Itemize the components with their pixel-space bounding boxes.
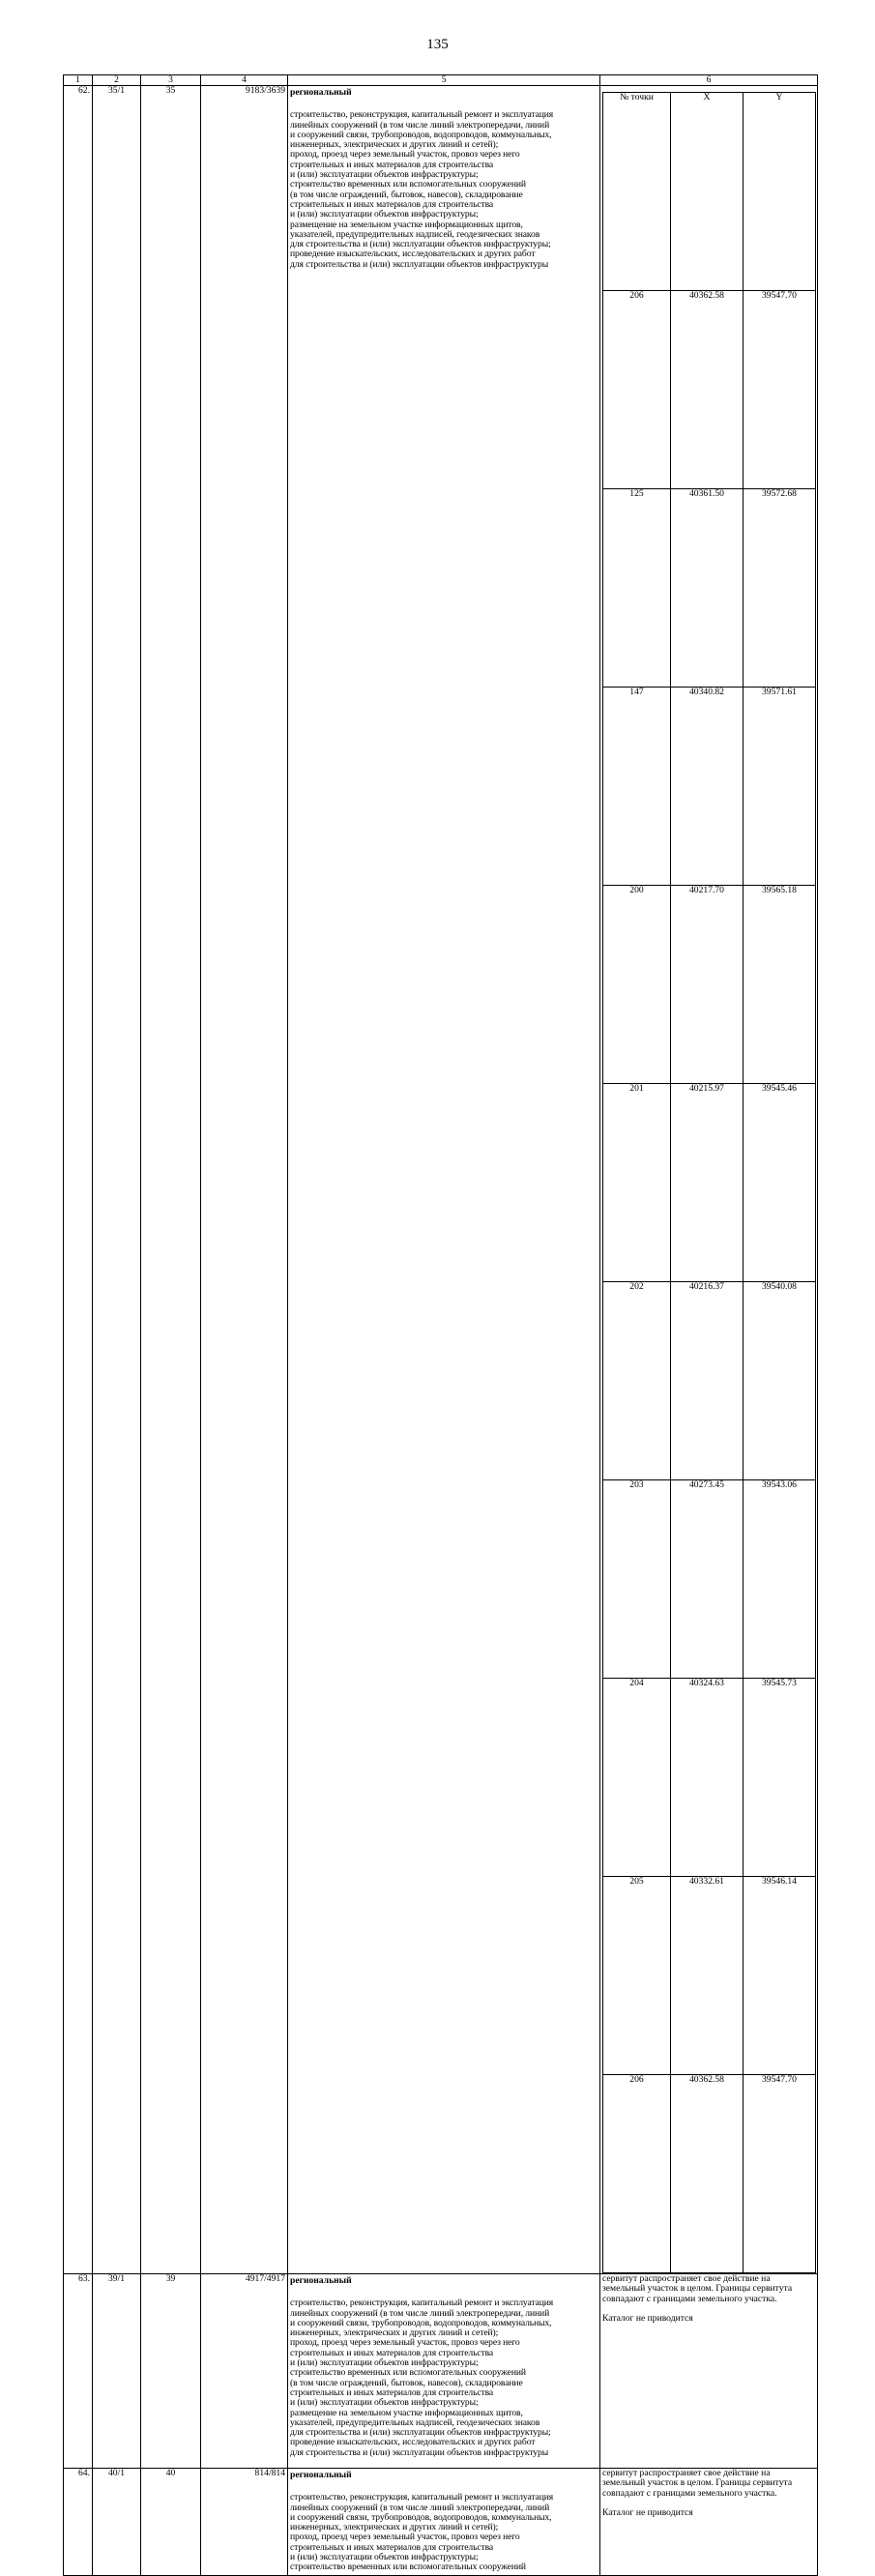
coords-row — [603, 1877, 816, 2075]
info-line: сервитут распространяет свое действие на — [602, 2468, 771, 2478]
desc-line: линейных сооружений (в том числе линий электропередачи, линий — [290, 2307, 550, 2319]
point-x: 40324.63 — [671, 1679, 744, 1877]
point-y: 39543.06 — [744, 1480, 816, 1679]
desc-line: проход, проезд через земельный участок, провоз через него — [290, 2532, 520, 2543]
desc-line: и сооружений связи, трубопроводов, водопроводов, коммунальных, — [290, 2317, 552, 2328]
purpose-text — [290, 2493, 598, 2572]
point-id: 205 — [603, 1877, 671, 2075]
point-x: 40361.50 — [671, 489, 744, 688]
desc-line: для строительства и (или) эксплуатации объектов инфраструктуры — [290, 258, 549, 270]
point-id: 125 — [603, 489, 671, 688]
desc-line: проведение изыскательских, исследовательских и других работ — [290, 2437, 536, 2448]
cell-col2: 40/1 — [93, 2469, 141, 2576]
point-y: 39547.70 — [744, 2075, 816, 2273]
point-y: 39546.14 — [744, 1877, 816, 2075]
desc-line: для строительства и (или) эксплуатации объектов инфраструктуры; — [290, 2427, 551, 2439]
point-y: 39540.08 — [744, 1282, 816, 1480]
info-line: земельный участок в целом. Границы сервитута — [602, 2477, 793, 2489]
coords-header: X — [671, 93, 744, 291]
point-id: 202 — [603, 1282, 671, 1480]
point-y: 39572.68 — [744, 489, 816, 688]
desc-line: строительных и иных материалов для строительства — [290, 2347, 494, 2358]
cell-servitude-info — [600, 2469, 818, 2576]
desc-line: (в том числе ограждений, бытовок, навесов), складирование — [290, 2377, 523, 2388]
header-cell: 3 — [141, 75, 201, 86]
catalog-note: Каталог не приводится — [602, 2312, 693, 2324]
header-cell: 5 — [288, 75, 600, 86]
desc-line: и (или) эксплуатации объектов инфраструктуры; — [290, 209, 479, 220]
desc-line: и сооружений связи, трубопроводов, водопроводов, коммунальных, — [290, 129, 552, 140]
point-id: 147 — [603, 688, 671, 886]
cell-area: 9183/3639 — [201, 86, 288, 2274]
cell-col3: 39 — [141, 2274, 201, 2469]
cell-purpose — [288, 2274, 600, 2469]
coordinates-table — [602, 92, 816, 2273]
desc-line: строительство временных или вспомогательных сооружений — [290, 2367, 526, 2379]
servitude-kind: региональный — [290, 87, 352, 98]
coords-header: № точки — [603, 93, 671, 291]
row-number: 63. — [64, 2274, 93, 2469]
servitude-kind: региональный — [290, 2470, 352, 2480]
table-header-row — [64, 75, 818, 86]
desc-line: и (или) эксплуатации объектов инфраструктуры; — [290, 2357, 479, 2369]
point-y: 39547.70 — [744, 291, 816, 489]
point-x: 40362.58 — [671, 291, 744, 489]
desc-line: строительных и иных материалов для строительства — [290, 198, 494, 210]
coords-row — [603, 2075, 816, 2273]
header-cell: 4 — [201, 75, 288, 86]
desc-line: строительных и иных материалов для строительства — [290, 2386, 494, 2398]
desc-line: строительство, реконструкция, капитальный ремонт и эксплуатация — [290, 109, 554, 121]
info-line: совпадают с границами земельного участка. — [602, 2293, 777, 2304]
point-x: 40273.45 — [671, 1480, 744, 1679]
coords-row — [603, 1679, 816, 1877]
desc-line: строительных и иных материалов для строительства — [290, 2541, 494, 2553]
desc-line: строительство, реконструкция, капитальный ремонт и эксплуатация — [290, 2298, 554, 2309]
cell-col2: 39/1 — [93, 2274, 141, 2469]
info-line: земельный участок в целом. Границы сервитута — [602, 2283, 793, 2295]
desc-line: и (или) эксплуатации объектов инфраструктуры; — [290, 2397, 479, 2409]
desc-line: инженерных, электрических и других линий и сетей); — [290, 2522, 499, 2533]
point-id: 203 — [603, 1480, 671, 1679]
cell-col2: 35/1 — [93, 86, 141, 2274]
cell-col3: 35 — [141, 86, 201, 2274]
header-cell: 6 — [600, 75, 818, 86]
coords-row — [603, 489, 816, 688]
point-id: 204 — [603, 1679, 671, 1877]
point-x: 40340.82 — [671, 688, 744, 886]
table-row — [64, 2469, 818, 2576]
page-number: 135 — [426, 37, 449, 52]
cell-servitude-info — [600, 2274, 818, 2469]
point-id: 206 — [603, 2075, 671, 2273]
desc-line: размещение на земельном участке информационных щитов, — [290, 219, 523, 230]
point-x: 40332.61 — [671, 1877, 744, 2075]
servitude-kind: региональный — [290, 2275, 352, 2286]
coords-row — [603, 1084, 816, 1282]
point-x: 40216.37 — [671, 1282, 744, 1480]
cell-area: 814/814 — [201, 2469, 288, 2576]
desc-line: указателей, предупредительных надписей, геодезических знаков — [290, 228, 540, 240]
row-number: 64. — [64, 2469, 93, 2576]
purpose-text — [290, 110, 598, 270]
catalog-note: Каталог не приводится — [602, 2506, 693, 2518]
table-row — [64, 2274, 818, 2469]
desc-line: строительство, реконструкция, капитальный ремонт и эксплуатация — [290, 2492, 554, 2503]
table-row — [64, 86, 818, 2274]
coords-row — [603, 1282, 816, 1480]
point-y: 39545.73 — [744, 1679, 816, 1877]
desc-line: линейных сооружений (в том числе линий электропередачи, линий — [290, 2502, 550, 2513]
cell-col3: 40 — [141, 2469, 201, 2576]
point-x: 40362.58 — [671, 2075, 744, 2273]
cell-coordinates — [600, 86, 818, 2274]
coords-header: Y — [744, 93, 816, 291]
coords-header-row — [603, 93, 816, 291]
point-y: 39565.18 — [744, 886, 816, 1084]
header-cell: 2 — [93, 75, 141, 86]
point-y: 39545.46 — [744, 1084, 816, 1282]
desc-line: проход, проезд через земельный участок, провоз через него — [290, 149, 520, 161]
desc-line: указателей, предупредительных надписей, геодезических знаков — [290, 2416, 540, 2428]
desc-line: инженерных, электрических и других линий и сетей); — [290, 2327, 499, 2339]
desc-line: и (или) эксплуатации объектов инфраструктуры; — [290, 169, 479, 181]
desc-line: строительных и иных материалов для строительства — [290, 159, 494, 170]
info-line: совпадают с границами земельного участка. — [602, 2487, 777, 2499]
point-x: 40217.70 — [671, 886, 744, 1084]
desc-line: строительство временных или вспомогательных сооружений — [290, 179, 526, 190]
desc-line: и (или) эксплуатации объектов инфраструктуры; — [290, 2552, 479, 2563]
point-id: 200 — [603, 886, 671, 1084]
coords-row — [603, 886, 816, 1084]
header-cell: 1 — [64, 75, 93, 86]
desc-line: (в том числе ограждений, бытовок, навесов), складирование — [290, 189, 523, 200]
point-id: 206 — [603, 291, 671, 489]
cell-purpose — [288, 86, 600, 2274]
cell-area: 4917/4917 — [201, 2274, 288, 2469]
desc-line: размещение на земельном участке информационных щитов, — [290, 2407, 523, 2418]
coords-row — [603, 688, 816, 886]
coords-row — [603, 1480, 816, 1679]
desc-line: инженерных, электрических и других линий и сетей); — [290, 139, 499, 151]
desc-line: строительство временных или вспомогательных сооружений — [290, 2561, 526, 2573]
desc-line: проведение изыскательских, исследовательских и других работ — [290, 249, 536, 260]
point-id: 201 — [603, 1084, 671, 1282]
desc-line: для строительства и (или) эксплуатации объектов инфраструктуры; — [290, 239, 551, 250]
info-line: сервитут распространяет свое действие на — [602, 2273, 771, 2284]
coords-row — [603, 291, 816, 489]
desc-line: для строительства и (или) эксплуатации объектов инфраструктуры — [290, 2446, 549, 2458]
desc-line: и сооружений связи, трубопроводов, водопроводов, коммунальных, — [290, 2511, 552, 2523]
servitude-table — [63, 74, 818, 2576]
desc-line: линейных сооружений (в том числе линий электропередачи, линий — [290, 119, 550, 131]
cell-purpose — [288, 2469, 600, 2576]
point-x: 40215.97 — [671, 1084, 744, 1282]
point-y: 39571.61 — [744, 688, 816, 886]
desc-line: проход, проезд через земельный участок, провоз через него — [290, 2337, 520, 2349]
row-number: 62. — [64, 86, 93, 2274]
purpose-text — [290, 2298, 598, 2458]
